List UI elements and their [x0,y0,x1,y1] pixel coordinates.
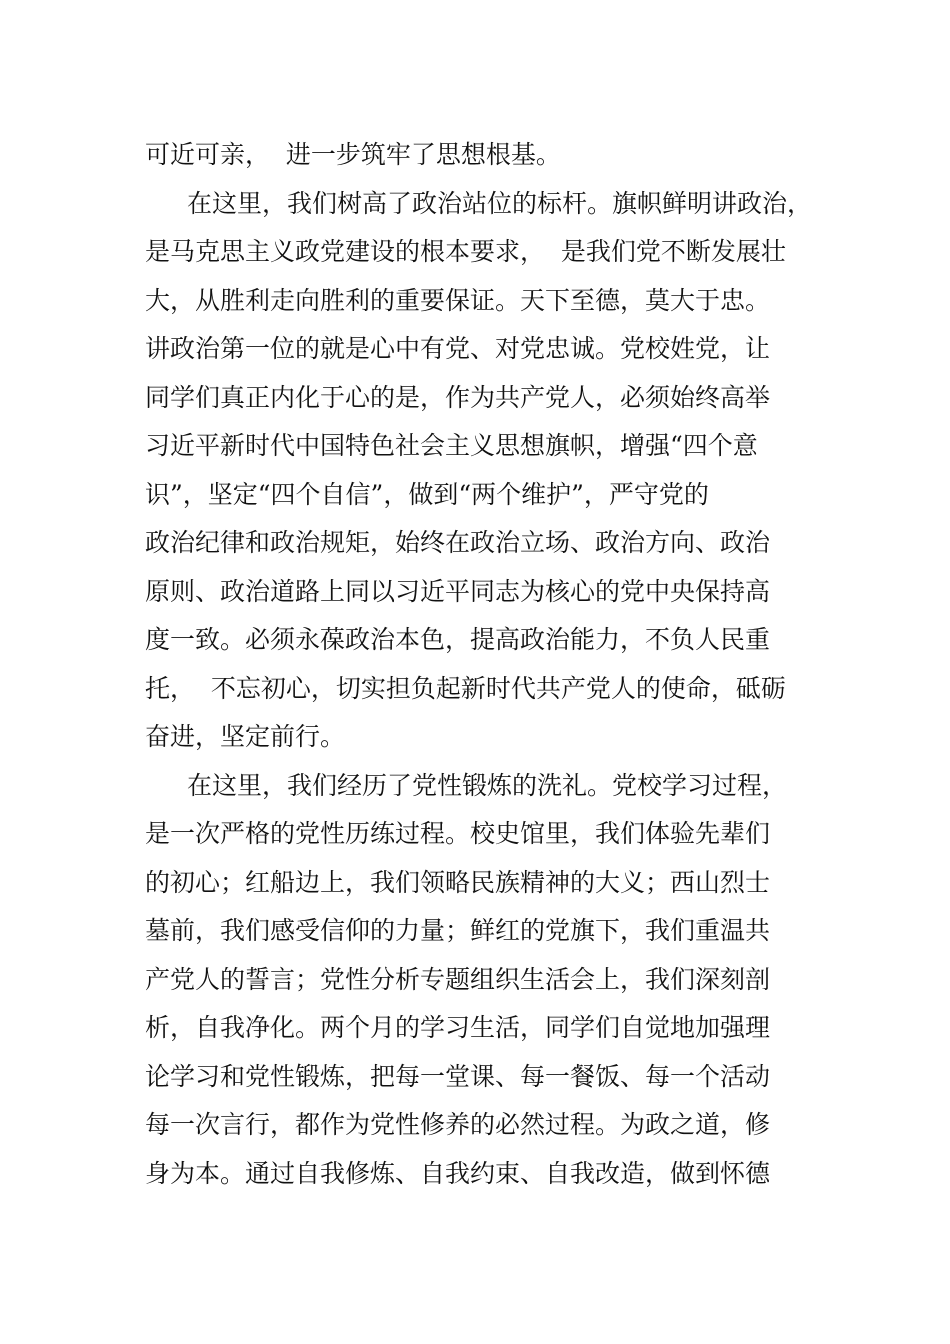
text-line: 讲政治第一位的就是心中有党、对党忠诚。党校姓党，让 [145,334,771,363]
text-line: 产党人的誓言；党性分析专题组织生活会上，我们深刻剖 [145,964,771,994]
text-line: 托， 不忘初心，切实担负起新时代共产党人的使命，砥砺 [145,673,786,703]
paragraph-first-line: 在这里，我们树高了政治站位的标杆。旗帜鲜明讲政治， [187,188,813,218]
text-line: 是马克思主义政党建设的根本要求， 是我们党不断发展壮 [145,237,786,266]
text-line: 习近平新时代中国特色社会主义思想旗帜，增强“四个意 [145,431,758,460]
text-line: 同学们真正内化于心的是，作为共产党人，必须始终高举 [145,382,771,412]
text-line: 原则、政治道路上同以习近平同志为核心的党中央保持高 [145,576,771,606]
text-line: 身为本。通过自我修炼、自我约束、自我改造，做到怀德 [145,1158,771,1188]
text-line: 大，从胜利走向胜利的重要保证。天下至德，莫大于忠。 [145,285,771,315]
text-line: 奋进，坚定前行。 [145,722,346,751]
text-line: 的初心；红船边上，我们领略民族精神的大义；西山烈士 [145,867,771,897]
text-line: 每一次言行，都作为党性修养的必然过程。为政之道，修 [145,1110,771,1139]
paragraph-first-line: 在这里，我们经历了党性锻炼的洗礼。党校学习过程， [187,770,788,800]
document-body [145,131,815,1198]
text-line: 析，自我净化。两个月的学习生活，同学们自觉地加强理 [145,1013,771,1042]
text-line: 是一次严格的党性历练过程。校史馆里，我们体验先辈们 [145,819,771,848]
text-line: 识”，坚定“四个自信”，做到“两个维护”，严守党的 [145,479,709,509]
text-line: 论学习和党性锻炼，把每一堂课、每一餐饭、每一个活动 [145,1061,771,1091]
text-line: 墓前，我们感受信仰的力量；鲜红的党旗下，我们重温共 [145,916,771,945]
text-line: 度一致。必须永葆政治本色，提高政治能力，不负人民重 [145,625,771,654]
text-line: 可近可亲， 进一步筑牢了思想根基。 [145,140,561,169]
text-line: 政治纪律和政治规矩，始终在政治立场、政治方向、政治 [145,528,771,557]
